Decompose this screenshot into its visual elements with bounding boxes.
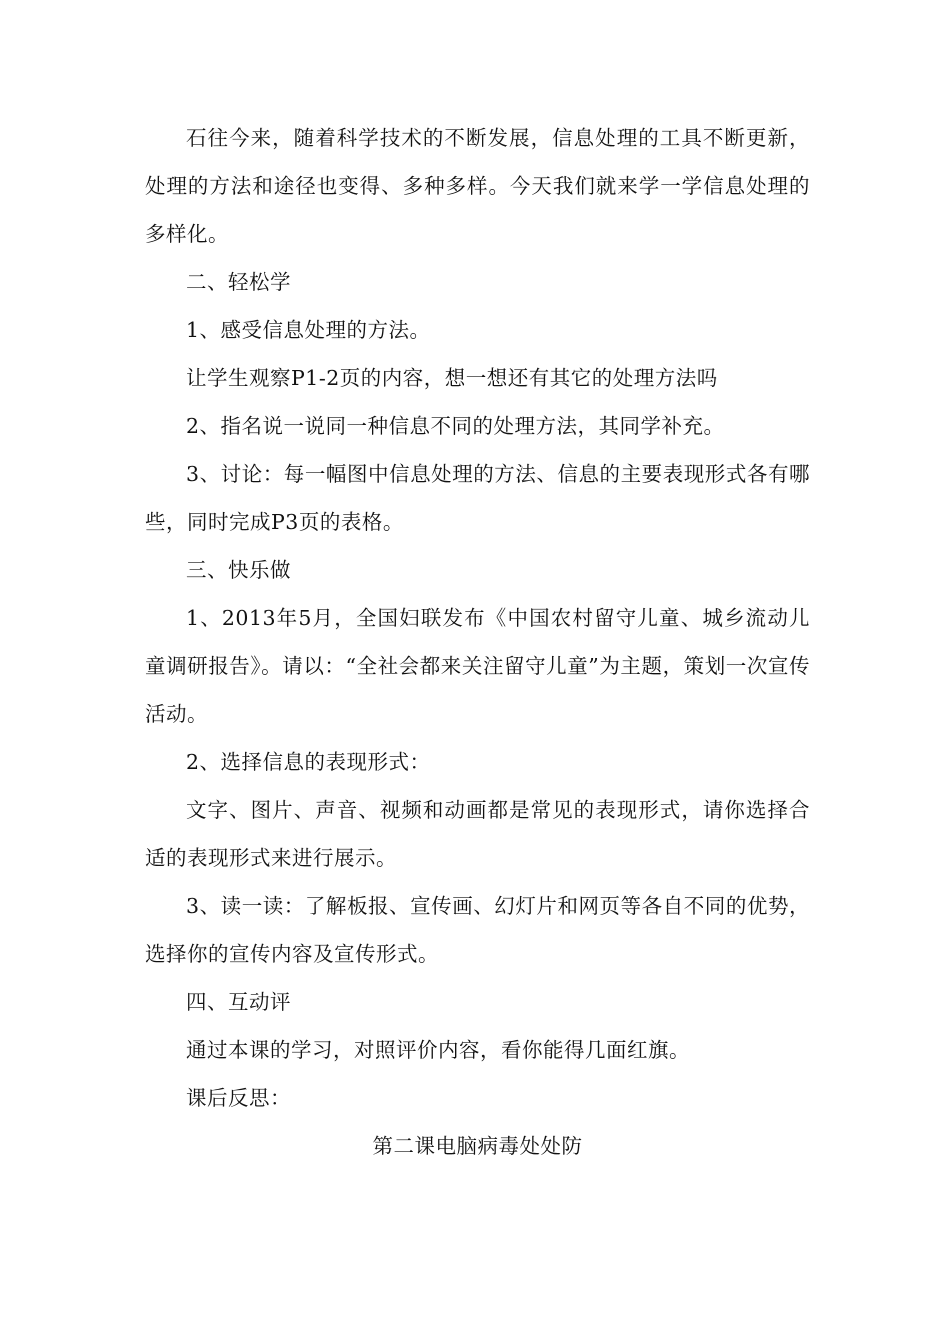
document-page [145,114,810,1170]
task-paragraph: 1、2013年5月，全国妇联发布《中国农村留守儿童、城乡流动儿童调研报告》。请以：“全社会都来关注留守儿童”为主题，策划一次宣传活动。 [145,606,810,726]
forms-paragraph: 文字、图片、声音、视频和动画都是常见的表现形式，请你选择合适的表现形式来进行展示。 [145,798,810,870]
instruction-paragraph: 让学生观察P1-2页的内容，想一想还有其它的处理方法吗 [186,366,718,390]
evaluation-paragraph: 通过本课的学习，对照评价内容，看你能得几面红旗。 [186,1038,690,1062]
reflection-label: 课后反思： [186,1086,291,1110]
step-paragraph: 2、指名说一说同一种信息不同的处理方法，其同学补充。 [186,414,725,438]
intro-paragraph: 石往今来，随着科学技术的不断发展，信息处理的工具不断更新，处理的方法和途径也变得、多种多样。今天我们就来学一学信息处理的多样化。 [145,126,810,246]
section-heading-happy-do: 三、快乐做 [186,558,291,582]
next-lesson-title: 第二课电脑病毒处处防 [372,1134,583,1158]
step-paragraph: 1、感受信息处理的方法。 [186,318,431,342]
reading-paragraph: 3、读一读：了解板报、宣传画、幻灯片和网页等各自不同的优势，选择你的宣传内容及宣传形式。 [145,894,810,966]
step-paragraph: 2、选择信息的表现形式： [186,750,431,774]
section-heading-easy-learn: 二、轻松学 [186,270,291,294]
discussion-paragraph: 3、讨论：每一幅图中信息处理的方法、信息的主要表现形式各有哪些，同时完成P3页的表格。 [145,462,810,534]
section-heading-interactive-eval: 四、互动评 [186,990,291,1014]
